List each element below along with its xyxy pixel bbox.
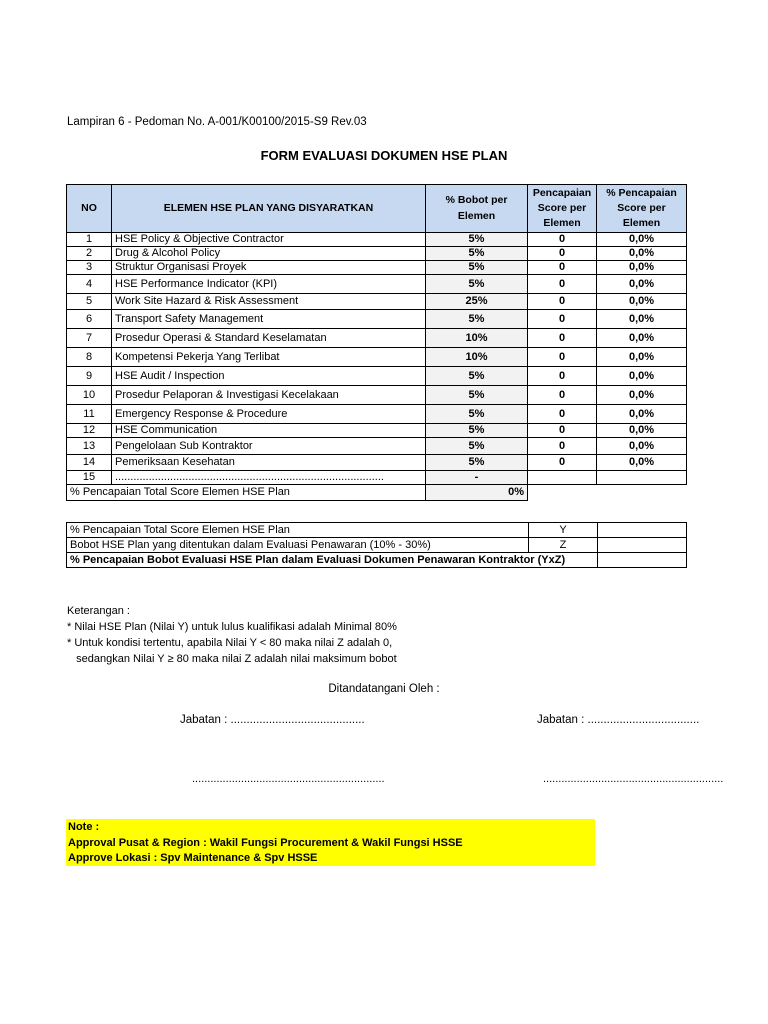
table-row bbox=[67, 405, 687, 424]
row-score: 0 bbox=[528, 310, 597, 329]
row-element: HSE Audit / Inspection bbox=[112, 367, 426, 386]
row-pct-score bbox=[597, 471, 687, 485]
total-value: 0% bbox=[426, 485, 528, 501]
row-pct-score: 0,0% bbox=[597, 261, 687, 275]
row-number: 15 bbox=[67, 471, 112, 485]
table-row bbox=[67, 247, 687, 261]
signature-line-left: ............................................................... bbox=[192, 773, 385, 785]
page-title: FORM EVALUASI DOKUMEN HSE PLAN bbox=[260, 148, 508, 163]
row-element: Emergency Response & Procedure bbox=[112, 405, 426, 424]
summary-row-y bbox=[67, 523, 687, 538]
document-reference: Lampiran 6 - Pedoman No. A-001/K00100/2015-S9 Rev.03 bbox=[67, 116, 367, 128]
empty-cell bbox=[528, 485, 687, 501]
summary-row-yxz bbox=[67, 553, 687, 568]
row-bobot: 5% bbox=[426, 455, 528, 471]
row-bobot: 5% bbox=[426, 386, 528, 405]
table-row bbox=[67, 455, 687, 471]
table-row bbox=[67, 438, 687, 455]
table-header-row bbox=[67, 185, 687, 233]
table-row bbox=[67, 386, 687, 405]
row-element: Prosedur Operasi & Standard Keselamatan bbox=[112, 329, 426, 348]
row-pct-score: 0,0% bbox=[597, 438, 687, 455]
table-row bbox=[67, 275, 687, 294]
row-bobot: 10% bbox=[426, 348, 528, 367]
row-bobot: 5% bbox=[426, 247, 528, 261]
row-element: HSE Policy & Objective Contractor bbox=[112, 233, 426, 247]
row-number: 5 bbox=[67, 294, 112, 310]
note-line: Approve Lokasi : Spv Maintenance & Spv HSSE bbox=[68, 852, 318, 864]
row-number: 3 bbox=[67, 261, 112, 275]
row-number: 2 bbox=[67, 247, 112, 261]
row-bobot: 5% bbox=[426, 424, 528, 438]
total-row bbox=[67, 485, 687, 501]
row-score: 0 bbox=[528, 275, 597, 294]
row-score: 0 bbox=[528, 438, 597, 455]
row-bobot: 5% bbox=[426, 275, 528, 294]
row-pct-score: 0,0% bbox=[597, 310, 687, 329]
table-row bbox=[67, 329, 687, 348]
row-bobot: 5% bbox=[426, 261, 528, 275]
row-element: Transport Safety Management bbox=[112, 310, 426, 329]
table-row bbox=[67, 367, 687, 386]
signature-heading: Ditandatangani Oleh : bbox=[328, 683, 440, 695]
column-header-bobot: % Bobot per Elemen bbox=[426, 185, 528, 233]
notes-line: sedangkan Nilai Y ≥ 80 maka nilai Z adalah nilai maksimum bobot bbox=[67, 653, 397, 665]
row-bobot: 5% bbox=[426, 367, 528, 386]
summary-table bbox=[66, 522, 687, 568]
row-element: Work Site Hazard & Risk Assessment bbox=[112, 294, 426, 310]
row-score: 0 bbox=[528, 367, 597, 386]
note-line: Approval Pusat & Region : Wakil Fungsi Procurement & Wakil Fungsi HSSE bbox=[68, 836, 463, 849]
row-element: Pemeriksaan Kesehatan bbox=[112, 455, 426, 471]
row-number: 13 bbox=[67, 438, 112, 455]
row-pct-score: 0,0% bbox=[597, 275, 687, 294]
row-bobot: 5% bbox=[426, 233, 528, 247]
row-score bbox=[528, 471, 597, 485]
row-pct-score: 0,0% bbox=[597, 348, 687, 367]
jabatan-right-field: Jabatan : ................................... bbox=[537, 714, 700, 726]
notes-line: * Untuk kondisi tertentu, apabila Nilai Y < 80 maka nilai Z adalah 0, bbox=[67, 637, 393, 649]
notes-heading: Keterangan : bbox=[67, 605, 130, 617]
row-element: Struktur Organisasi Proyek bbox=[112, 261, 426, 275]
column-header-element: ELEMEN HSE PLAN YANG DISYARATKAN bbox=[112, 185, 426, 233]
summary-code: Y bbox=[529, 523, 598, 538]
row-bobot: 25% bbox=[426, 294, 528, 310]
summary-label: % Pencapaian Bobot Evaluasi HSE Plan dalam Evaluasi Dokumen Penawaran Kontraktor (YxZ) bbox=[67, 553, 598, 568]
table-row bbox=[67, 424, 687, 438]
table-row bbox=[67, 471, 687, 485]
row-score: 0 bbox=[528, 455, 597, 471]
table-row bbox=[67, 294, 687, 310]
row-number: 4 bbox=[67, 275, 112, 294]
row-number: 8 bbox=[67, 348, 112, 367]
column-header-no: NO bbox=[67, 185, 112, 233]
column-header-score: Pencapaian Score per Elemen bbox=[528, 185, 597, 233]
summary-code: Z bbox=[529, 538, 598, 553]
row-score: 0 bbox=[528, 261, 597, 275]
row-pct-score: 0,0% bbox=[597, 294, 687, 310]
row-number: 12 bbox=[67, 424, 112, 438]
row-pct-score: 0,0% bbox=[597, 367, 687, 386]
row-number: 1 bbox=[67, 233, 112, 247]
row-bobot: 10% bbox=[426, 329, 528, 348]
row-element: Pengelolaan Sub Kontraktor bbox=[112, 438, 426, 455]
row-number: 14 bbox=[67, 455, 112, 471]
summary-value bbox=[598, 553, 687, 568]
jabatan-left-field: Jabatan : .......................................... bbox=[180, 714, 365, 726]
total-label: % Pencapaian Total Score Elemen HSE Plan bbox=[67, 485, 426, 501]
row-score: 0 bbox=[528, 405, 597, 424]
row-number: 10 bbox=[67, 386, 112, 405]
row-pct-score: 0,0% bbox=[597, 247, 687, 261]
approval-note-box bbox=[66, 819, 595, 866]
notes-line: * Nilai HSE Plan (Nilai Y) untuk lulus kualifikasi adalah Minimal 80% bbox=[67, 621, 397, 633]
row-pct-score: 0,0% bbox=[597, 329, 687, 348]
row-bobot: 5% bbox=[426, 438, 528, 455]
column-header-pct-score: % Pencapaian Score per Elemen bbox=[597, 185, 687, 233]
row-number: 6 bbox=[67, 310, 112, 329]
row-number: 9 bbox=[67, 367, 112, 386]
summary-label: % Pencapaian Total Score Elemen HSE Plan bbox=[67, 523, 529, 538]
row-element: ........................................................................................ bbox=[112, 471, 426, 485]
row-score: 0 bbox=[528, 386, 597, 405]
row-element: Kompetensi Pekerja Yang Terlibat bbox=[112, 348, 426, 367]
evaluation-table bbox=[66, 184, 687, 501]
table-row bbox=[67, 233, 687, 247]
table-row bbox=[67, 348, 687, 367]
row-number: 7 bbox=[67, 329, 112, 348]
summary-row-z bbox=[67, 538, 687, 553]
row-score: 0 bbox=[528, 424, 597, 438]
row-score: 0 bbox=[528, 348, 597, 367]
row-number: 11 bbox=[67, 405, 112, 424]
row-score: 0 bbox=[528, 294, 597, 310]
row-bobot: - bbox=[426, 471, 528, 485]
summary-value bbox=[598, 538, 687, 553]
row-pct-score: 0,0% bbox=[597, 386, 687, 405]
row-pct-score: 0,0% bbox=[597, 405, 687, 424]
row-element: HSE Communication bbox=[112, 424, 426, 438]
row-element: Prosedur Pelaporan & Investigasi Kecelakaan bbox=[112, 386, 426, 405]
row-element: Drug & Alcohol Policy bbox=[112, 247, 426, 261]
note-heading: Note : bbox=[68, 821, 100, 833]
row-score: 0 bbox=[528, 247, 597, 261]
row-pct-score: 0,0% bbox=[597, 455, 687, 471]
row-element: HSE Performance Indicator (KPI) bbox=[112, 275, 426, 294]
row-pct-score: 0,0% bbox=[597, 424, 687, 438]
row-score: 0 bbox=[528, 329, 597, 348]
signature-line-right: ........................................................... bbox=[543, 773, 724, 785]
row-pct-score: 0,0% bbox=[597, 233, 687, 247]
summary-label: Bobot HSE Plan yang ditentukan dalam Evaluasi Penawaran (10% - 30%) bbox=[67, 538, 529, 553]
table-row bbox=[67, 310, 687, 329]
table-row bbox=[67, 261, 687, 275]
summary-value bbox=[598, 523, 687, 538]
row-bobot: 5% bbox=[426, 310, 528, 329]
row-score: 0 bbox=[528, 233, 597, 247]
notes-section bbox=[67, 603, 397, 667]
row-bobot: 5% bbox=[426, 405, 528, 424]
